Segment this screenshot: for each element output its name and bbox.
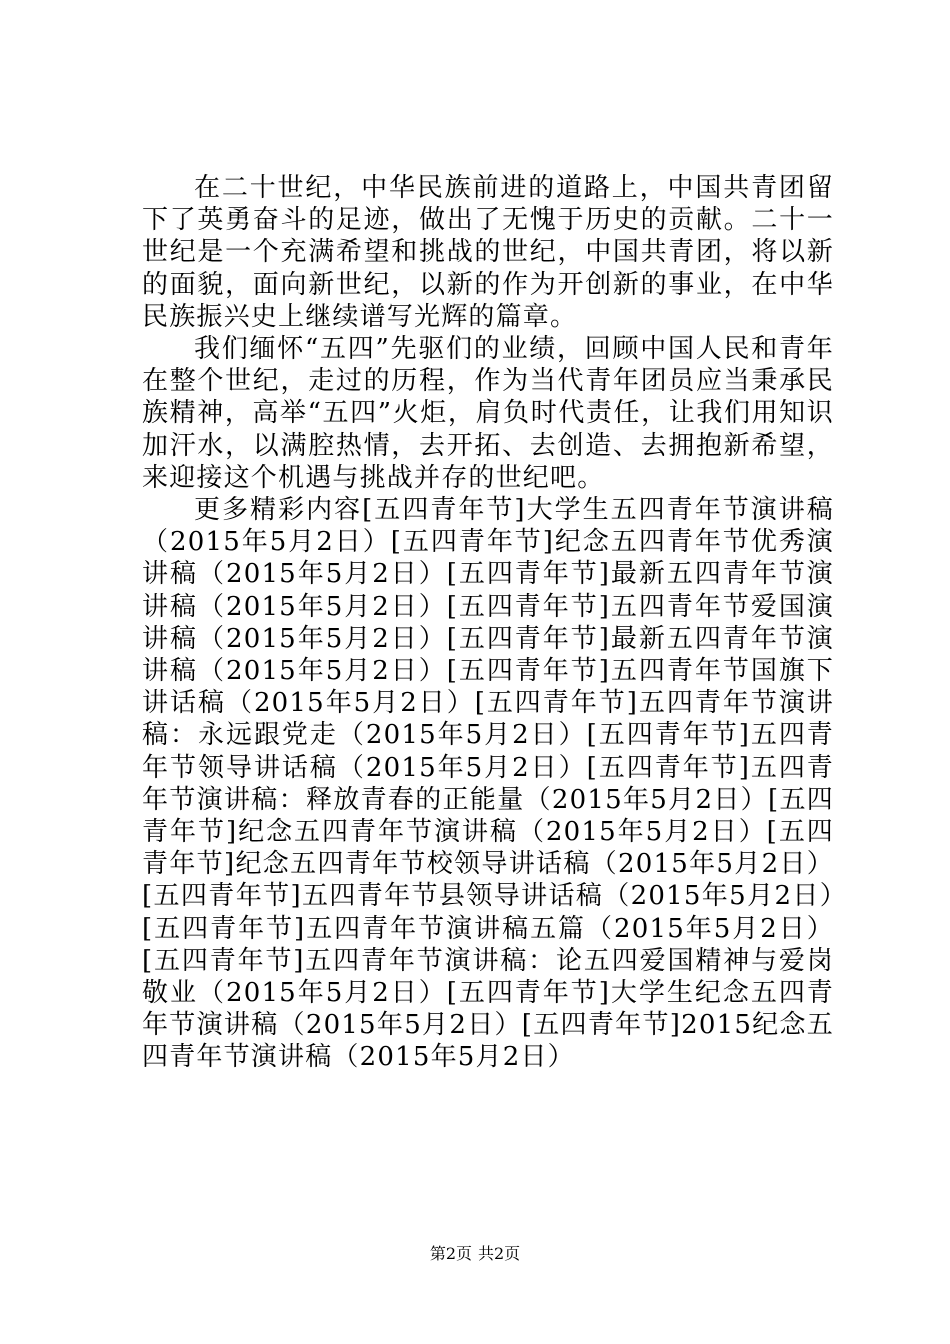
paragraph-1: 在二十世纪，中华民族前进的道路上，中国共青团留下了英勇奋斗的足迹，做出了无愧于历史的贡献。二十一世纪是一个充满希望和挑战的世纪，中国共青团，将以新的面貌，面向新世纪，以新的作为开创新的事业，在中华民族振兴史上继续谱写光辉的篇章。 bbox=[142, 173, 834, 332]
paragraph-2: 我们缅怀“五四”先驱们的业绩，回顾中国人民和青年在整个世纪，走过的历程，作为当代青年团员应当秉承民族精神，高举“五四”火炬，肩负时代责任，让我们用知识加汗水，以满腔热情，去开拓、去创造、去拥抱新希望，来迎接这个机遇与挑战并存的世纪吧。 bbox=[142, 334, 834, 493]
document-body bbox=[142, 172, 834, 1074]
page-footer bbox=[0, 1244, 950, 1264]
page-total: 共2页 bbox=[478, 1244, 521, 1263]
page-number: 第2页 bbox=[429, 1244, 472, 1263]
paragraph-more-content: 更多精彩内容[五四青年节]大学生五四青年节演讲稿（2015年5月2日）[五四青年节]纪念五四青年节优秀演讲稿（2015年5月2日）[五四青年节]最新五四青年节演讲稿（2015年5月2日）[五四青年节]五四青年节爱国演讲稿（2015年5月2日）[五四青年节]最新五四青年节演讲稿（2015年5月2日）[五四青年节]五四青年节国旗下讲话稿（2015年5月2日）[五四青年节]五四青年节演讲稿：永远跟党走（2015年5月2日）[五四青年节]五四青年节领导讲话稿（2015年5月2日）[五四青年节]五四青年节演讲稿：释放青春的正能量（2015年5月2日）[五四青年节]纪念五四青年节演讲稿（2015年5月2日）[五四青年节]纪念五四青年节校领导讲话稿（2015年5月2日）[五四青年节]五四青年节县领导讲话稿（2015年5月2日）[五四青年节]五四青年节演讲稿五篇（2015年5月2日）[五四青年节]五四青年节演讲稿：论五四爱国精神与爱岗敬业（2015年5月2日）[五四青年节]大学生纪念五四青年节演讲稿（2015年5月2日）[五四青年节]2015纪念五四青年节演讲稿（2015年5月2日） bbox=[142, 495, 834, 1073]
